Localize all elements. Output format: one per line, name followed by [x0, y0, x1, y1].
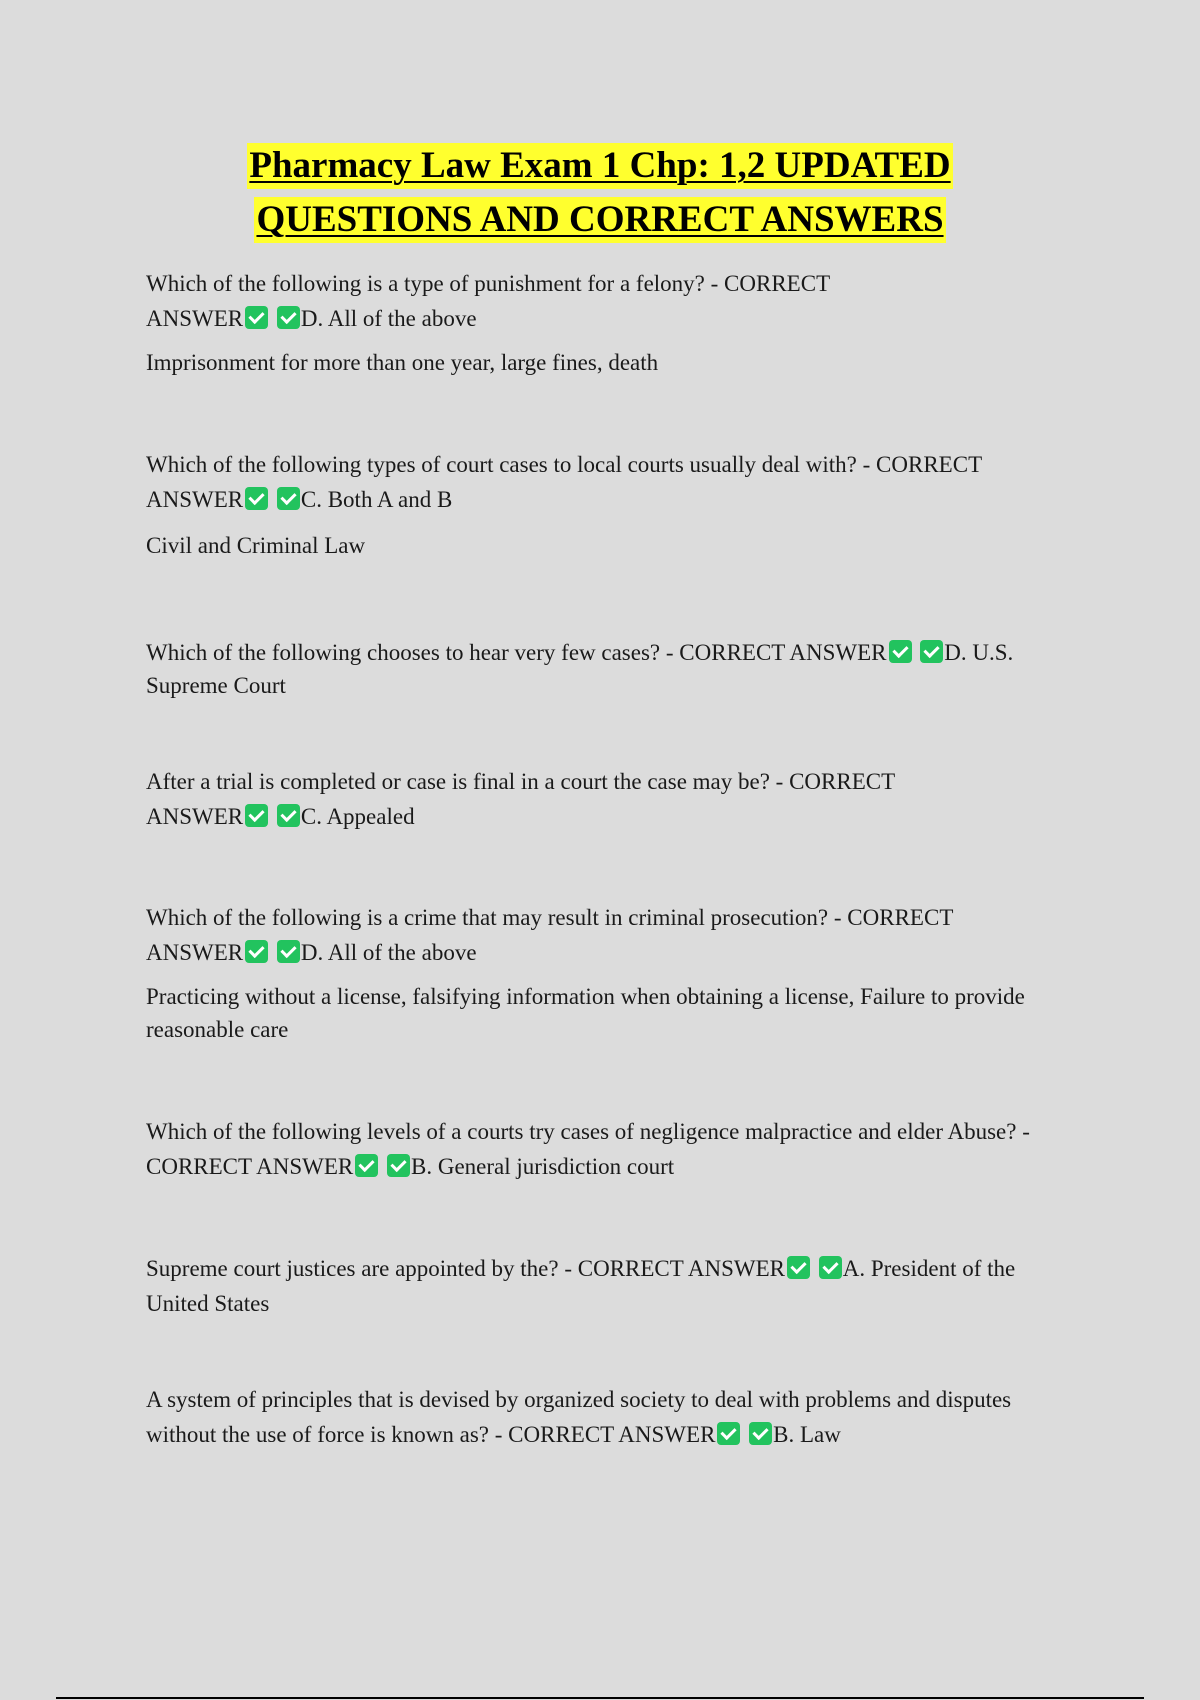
- check-mark-icon: [277, 940, 300, 963]
- check-mark-icon: [749, 1422, 772, 1445]
- question-text: [146, 1382, 1046, 1452]
- answer-text: D. U.S. Supreme Court: [146, 640, 1014, 698]
- answer-prefix: ANSWER: [146, 804, 244, 829]
- question-prompt: Supreme court justices are appointed by the? - CORRECT ANSWER: [146, 1256, 785, 1281]
- check-mark-icon: [277, 306, 300, 329]
- question-prompt: Which of the following levels of a courts try cases of negligence malpractice and elder Abuse? - CORRECT ANSWER: [146, 1119, 1030, 1179]
- question-text: [146, 266, 1046, 336]
- check-mark-icon: [387, 1154, 410, 1177]
- check-mark-icon: [277, 804, 300, 827]
- question-prompt: After a trial is completed or case is final in a court the case may be? - CORRECT: [146, 769, 896, 794]
- check-mark-icon: [245, 804, 268, 827]
- check-mark-icon: [277, 487, 300, 510]
- question-prompt: A system of principles that is devised by organized society to deal with problems and disputes without the use of force is known as? - CORRECT ANSWER: [146, 1387, 1012, 1447]
- qa-item-2: [146, 447, 1046, 562]
- check-mark-icon: [245, 306, 268, 329]
- qa-item-7: [146, 1251, 1046, 1321]
- check-mark-icon: [717, 1422, 740, 1445]
- check-mark-icon: [920, 640, 943, 663]
- question-prompt: Which of the following is a crime that may result in criminal prosecution? - CORRECT: [146, 905, 954, 930]
- check-mark-icon: [355, 1154, 378, 1177]
- check-mark-icon: [787, 1256, 810, 1279]
- answer-note: Imprisonment for more than one year, large fines, death: [146, 350, 659, 375]
- answer-text: C. Both A and B: [300, 487, 453, 512]
- check-mark-icon: [245, 940, 268, 963]
- title-line-2: QUESTIONS AND CORRECT ANSWERS: [254, 197, 945, 243]
- answer-note: Practicing without a license, falsifying information when obtaining a license, Failure to provide reasonable care: [146, 984, 1025, 1042]
- question-text: [146, 636, 1046, 702]
- check-mark-icon: [819, 1256, 842, 1279]
- question-prompt: Which of the following is a type of punishment for a felony? - CORRECT: [146, 271, 831, 296]
- qa-item-4: [146, 764, 1046, 834]
- question-text: [146, 900, 1046, 970]
- answer-prefix: ANSWER: [146, 940, 244, 965]
- title-line-1: Pharmacy Law Exam 1 Chp: 1,2 UPDATED: [247, 143, 952, 189]
- answer-text: A. President of the United States: [146, 1256, 1016, 1316]
- question-text: [146, 764, 1046, 834]
- qa-item-8: [146, 1382, 1046, 1452]
- question-text: [146, 1251, 1046, 1321]
- answer-text: C. Appealed: [300, 804, 415, 829]
- answer-note: Civil and Criminal Law: [146, 533, 366, 558]
- question-text: [146, 1114, 1046, 1184]
- answer-text: B. General jurisdiction court: [411, 1154, 675, 1179]
- page-divider: [56, 1697, 1144, 1699]
- qa-item-6: [146, 1114, 1046, 1184]
- answer-prefix: ANSWER: [146, 306, 244, 331]
- document-title: [0, 143, 1200, 251]
- answer-text: B. Law: [773, 1422, 841, 1447]
- check-mark-icon: [889, 640, 912, 663]
- question-text: [146, 447, 1046, 517]
- check-mark-icon: [245, 487, 268, 510]
- qa-item-3: [146, 636, 1046, 702]
- question-prompt: Which of the following chooses to hear very few cases? - CORRECT ANSWER: [146, 640, 887, 665]
- answer-text: D. All of the above: [300, 940, 477, 965]
- answer-text: D. All of the above: [300, 306, 477, 331]
- question-prompt: Which of the following types of court cases to local courts usually deal with? - CORRECT: [146, 452, 983, 477]
- qa-item-5: [146, 900, 1046, 1046]
- answer-prefix: ANSWER: [146, 487, 244, 512]
- qa-item-1: [146, 266, 1046, 379]
